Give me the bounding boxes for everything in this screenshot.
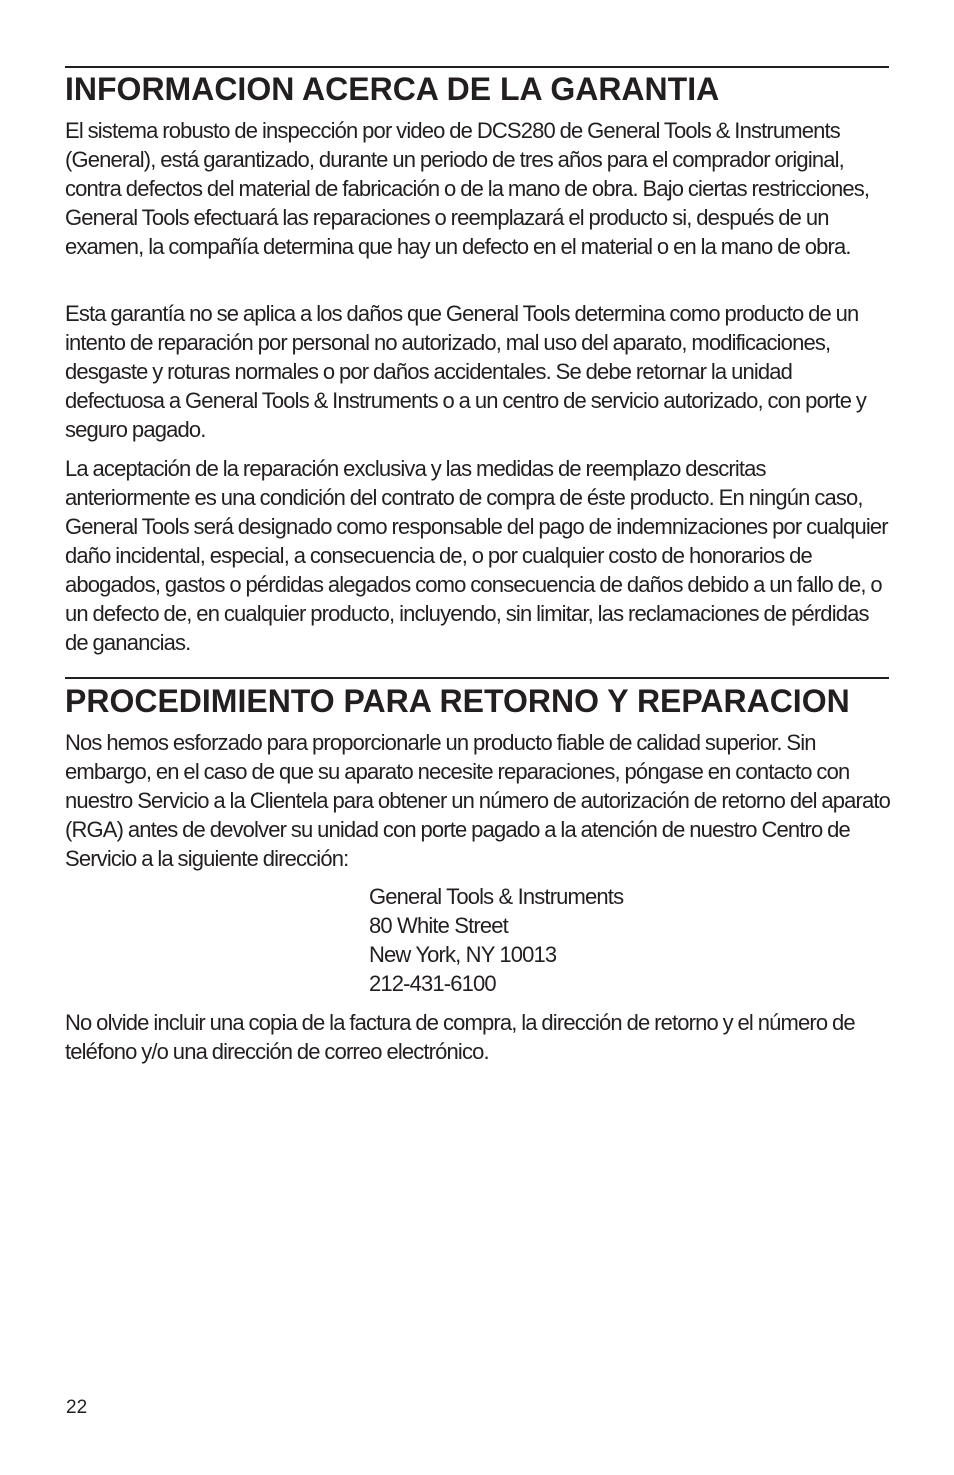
address-city: New York, NY 10013 — [369, 942, 557, 967]
return-procedure-intro: Nos hemos esforzado para proporcionarle un producto fiable de calidad superior. Sin embargo, en el caso de que su aparato necesite reparaciones, póngase en contacto con nuestro Servicio a la Clientela para obtener un número de autorización de retorno del aparato (RGA) antes de devolver su unidad con porte pagado a la atención de nuestro Centro de Servicio a la siguiente dirección: — [65, 730, 891, 871]
warranty-paragraph-2: Esta garantía no se aplica a los daños que General Tools determina como producto de un intento de reparación por personal no autorizado, mal uso del aparato, modificaciones, desgaste y roturas normales o por daños accidentales. Se debe retornar la unidad defectuosa a General Tools & Instruments o a un centro de servicio autorizado, con porte y seguro pagado. — [65, 301, 866, 442]
page-number: 22 — [66, 1397, 88, 1418]
section-divider — [65, 677, 889, 679]
return-procedure-closing: No olvide incluir una copia de la factura de compra, la dirección de retorno y el número de teléfono y/o una dirección de correo electrónico. — [65, 1010, 855, 1064]
warranty-heading: INFORMACION ACERCA DE LA GARANTIA — [65, 71, 720, 107]
address-street: 80 White Street — [369, 913, 508, 938]
warranty-paragraph-3: La aceptación de la reparación exclusiva y las medidas de reemplazo descritas anteriormente es una condición del contrato de compra de éste producto. En ningún caso, General Tools será designado como responsable del pago de indemnizaciones por cualquier daño incidental, especial, a consecuencia de, o por cualquier costo de honorarios de abogados, gastos o pérdidas alegados como consecuencia de daños debido a un fallo de, o un defecto de, en cualquier producto, incluyendo, sin limitar, las reclamaciones de pérdidas de ganancias. — [65, 456, 888, 655]
warranty-paragraph-1: El sistema robusto de inspección por video de DCS280 de General Tools & Instruments (General), está garantizado, durante un periodo de tres años para el comprador original, contra defectos del material de fabricación o de la mano de obra. Bajo ciertas restricciones, General Tools efectuará las reparaciones o reemplazará el producto si, después de un examen, la compañía determina que hay un defecto en el material o en la mano de obra. — [65, 118, 870, 259]
section-divider — [65, 66, 889, 68]
return-procedure-heading: PROCEDIMIENTO PARA RETORNO Y REPARACION — [65, 683, 850, 719]
service-center-address — [369, 882, 623, 998]
address-phone: 212-431-6100 — [369, 971, 496, 996]
address-company: General Tools & Instruments — [369, 884, 624, 909]
